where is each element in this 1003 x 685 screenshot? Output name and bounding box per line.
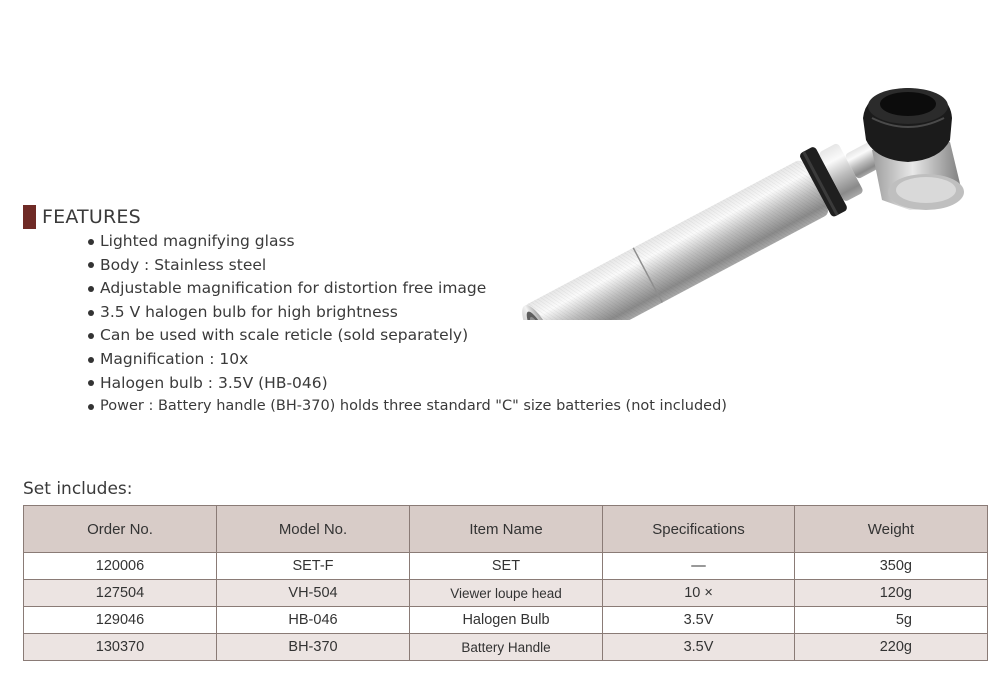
- table-row: [24, 580, 988, 607]
- set-includes-title: Set includes:: [23, 479, 133, 499]
- column-header-specifications: Specifications: [603, 506, 795, 553]
- table-row: [24, 634, 988, 661]
- feature-item: Halogen bulb : 3.5V (HB-046): [88, 372, 727, 396]
- model-no-cell: BH-370: [217, 634, 410, 661]
- specifications-cell: —: [603, 553, 795, 580]
- item-name-cell: SET: [410, 553, 603, 580]
- feature-item: Magnification : 10x: [88, 348, 727, 372]
- specifications-cell: 10 ×: [603, 580, 795, 607]
- feature-item: Lighted magnifying glass: [88, 230, 727, 254]
- feature-item: Power : Battery handle (BH-370) holds three standard "C" size batteries (not included): [88, 395, 727, 419]
- bullet-icon: [88, 357, 94, 363]
- table-header-row: [24, 506, 988, 553]
- bullet-icon: [88, 404, 94, 410]
- feature-item: 3.5 V halogen bulb for high brightness: [88, 301, 727, 325]
- model-no-cell: VH-504: [217, 580, 410, 607]
- column-header-order-no: Order No.: [24, 506, 217, 553]
- weight-cell: 5g: [795, 607, 988, 634]
- weight-cell: 120g: [795, 580, 988, 607]
- feature-item: Body : Stainless steel: [88, 254, 727, 278]
- weight-cell: 220g: [795, 634, 988, 661]
- features-title: FEATURES: [42, 206, 141, 228]
- item-name-cell: Battery Handle: [410, 634, 603, 661]
- lighted-magnifier-image: [480, 80, 980, 320]
- item-name-cell: Halogen Bulb: [410, 607, 603, 634]
- table-row: [24, 553, 988, 580]
- column-header-weight: Weight: [795, 506, 988, 553]
- bullet-icon: [88, 380, 94, 386]
- specifications-cell: 3.5V: [603, 607, 795, 634]
- bullet-icon: [88, 239, 94, 245]
- bullet-icon: [88, 286, 94, 292]
- table-row: [24, 607, 988, 634]
- weight-cell: 350g: [795, 553, 988, 580]
- order-no-cell: 127504: [24, 580, 217, 607]
- bullet-icon: [88, 262, 94, 268]
- column-header-model-no: Model No.: [217, 506, 410, 553]
- features-heading: [23, 205, 141, 229]
- heading-bar-decoration: [23, 205, 36, 229]
- feature-item: Can be used with scale reticle (sold separately): [88, 324, 727, 348]
- model-no-cell: SET-F: [217, 553, 410, 580]
- order-no-cell: 129046: [24, 607, 217, 634]
- model-no-cell: HB-046: [217, 607, 410, 634]
- set-includes-table: [23, 505, 988, 661]
- specifications-cell: 3.5V: [603, 634, 795, 661]
- bullet-icon: [88, 333, 94, 339]
- column-header-item-name: Item Name: [410, 506, 603, 553]
- bullet-icon: [88, 310, 94, 316]
- order-no-cell: 130370: [24, 634, 217, 661]
- item-name-cell: Viewer loupe head: [410, 580, 603, 607]
- feature-item: Adjustable magnification for distortion free image: [88, 277, 727, 301]
- order-no-cell: 120006: [24, 553, 217, 580]
